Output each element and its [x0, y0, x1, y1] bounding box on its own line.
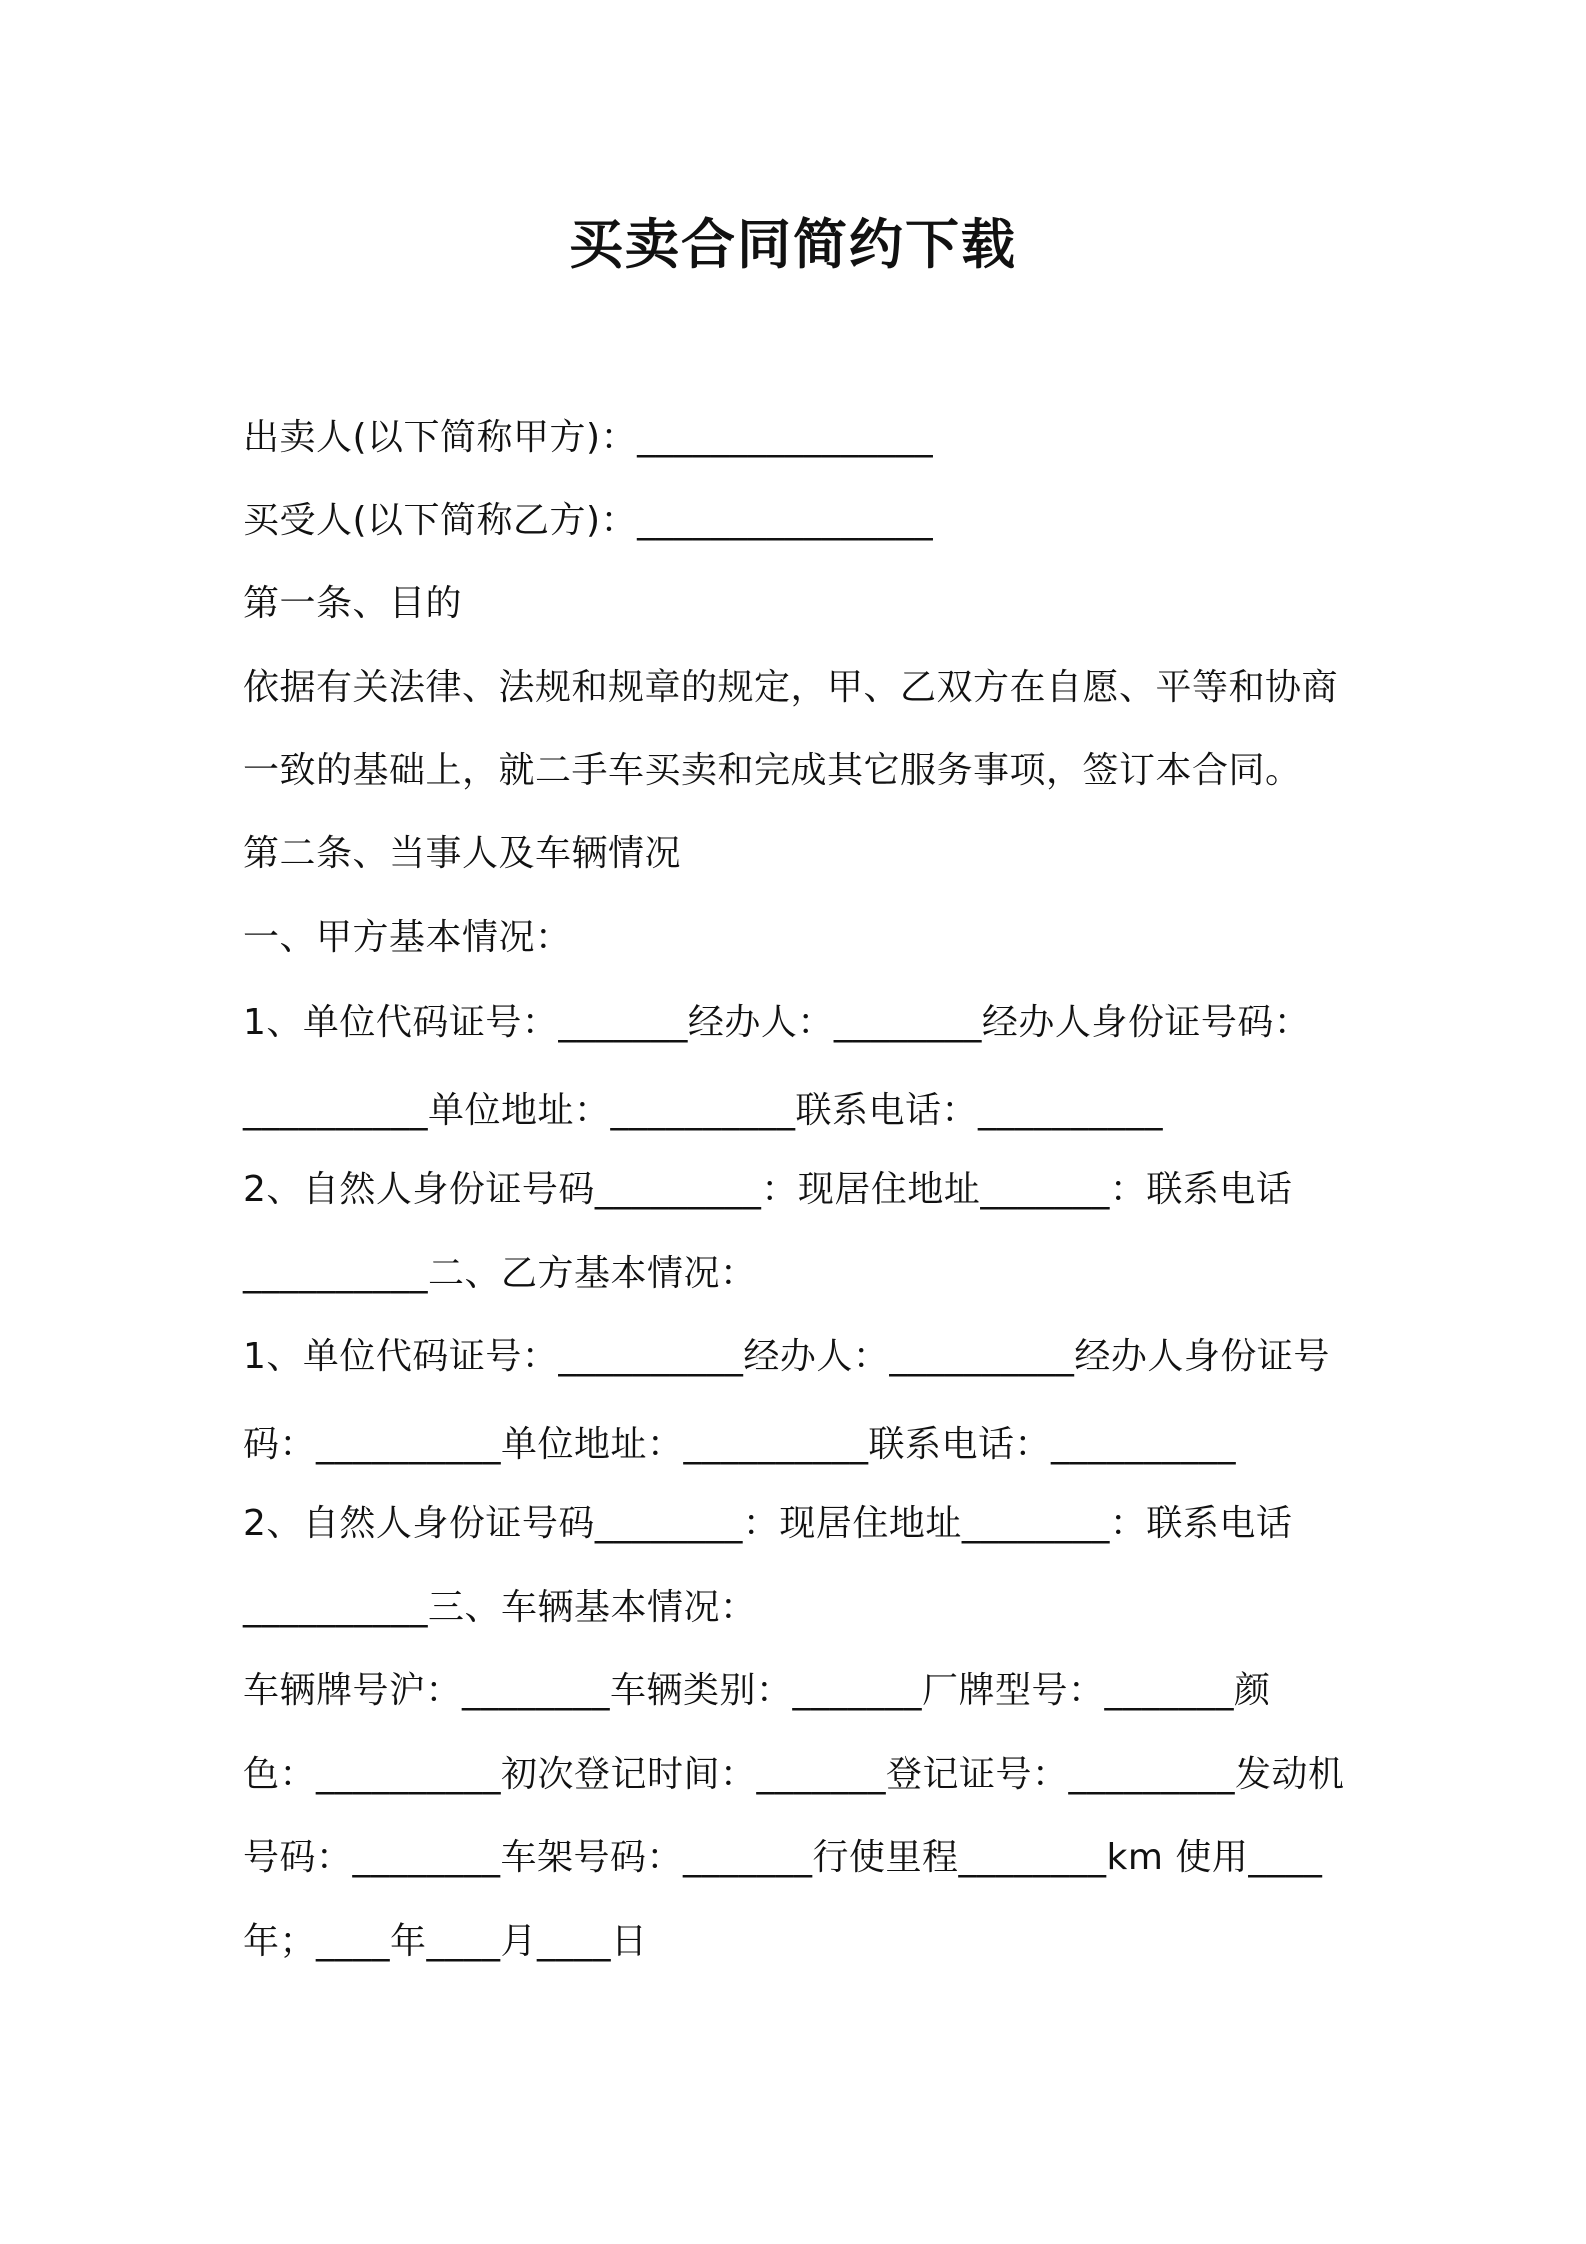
document-title: 买卖合同简约下载	[569, 213, 1017, 276]
article-1-heading: 第一条、目的	[243, 583, 463, 624]
party-a-heading: 一、甲方基本情况：	[243, 917, 572, 958]
article-1-text-line-1: 依据有关法律、法规和规章的规定，甲、乙双方在自愿、平等和协商	[243, 667, 1339, 708]
vehicle-info-line-2: 色：__________初次登记时间：_______登记证号：_________发动机	[243, 1754, 1345, 1795]
article-1-text-line-2: 一致的基础上，就二手车买卖和完成其它服务事项，签订本合同。	[243, 750, 1302, 791]
vehicle-info-line-1: 车辆牌号沪：________车辆类别：_______厂牌型号：_______颜	[243, 1670, 1271, 1711]
party-a-unit-line-1: 1、单位代码证号：_______经办人：________经办人身份证号码：	[243, 1002, 1311, 1043]
party-b-unit-line-1: 1、单位代码证号：__________经办人：__________经办人身份证号	[243, 1336, 1330, 1377]
buyer-line: 买受人(以下简称乙方)：________________	[243, 500, 934, 541]
party-b-unit-line-2: 码：__________单位地址：__________联系电话：__________	[243, 1424, 1237, 1465]
party-b-person-line-2: __________三、车辆基本情况：	[243, 1587, 757, 1628]
article-2-heading: 第二条、当事人及车辆情况	[243, 833, 682, 874]
party-a-person-line-2: __________二、乙方基本情况：	[243, 1253, 757, 1294]
vehicle-info-line-3: 号码：________车架号码：_______行使里程________km 使用____	[243, 1837, 1323, 1878]
party-a-person-line-1: 2、自然人身份证号码_________：现居住地址_______：联系电话	[243, 1169, 1293, 1210]
party-b-person-line-1: 2、自然人身份证号码________：现居住地址________：联系电话	[243, 1503, 1293, 1544]
vehicle-info-line-4: 年；____年____月____日	[243, 1921, 648, 1962]
seller-line: 出卖人(以下简称甲方)：________________	[243, 417, 934, 458]
party-a-unit-line-2: __________单位地址：__________联系电话：__________	[243, 1090, 1164, 1131]
